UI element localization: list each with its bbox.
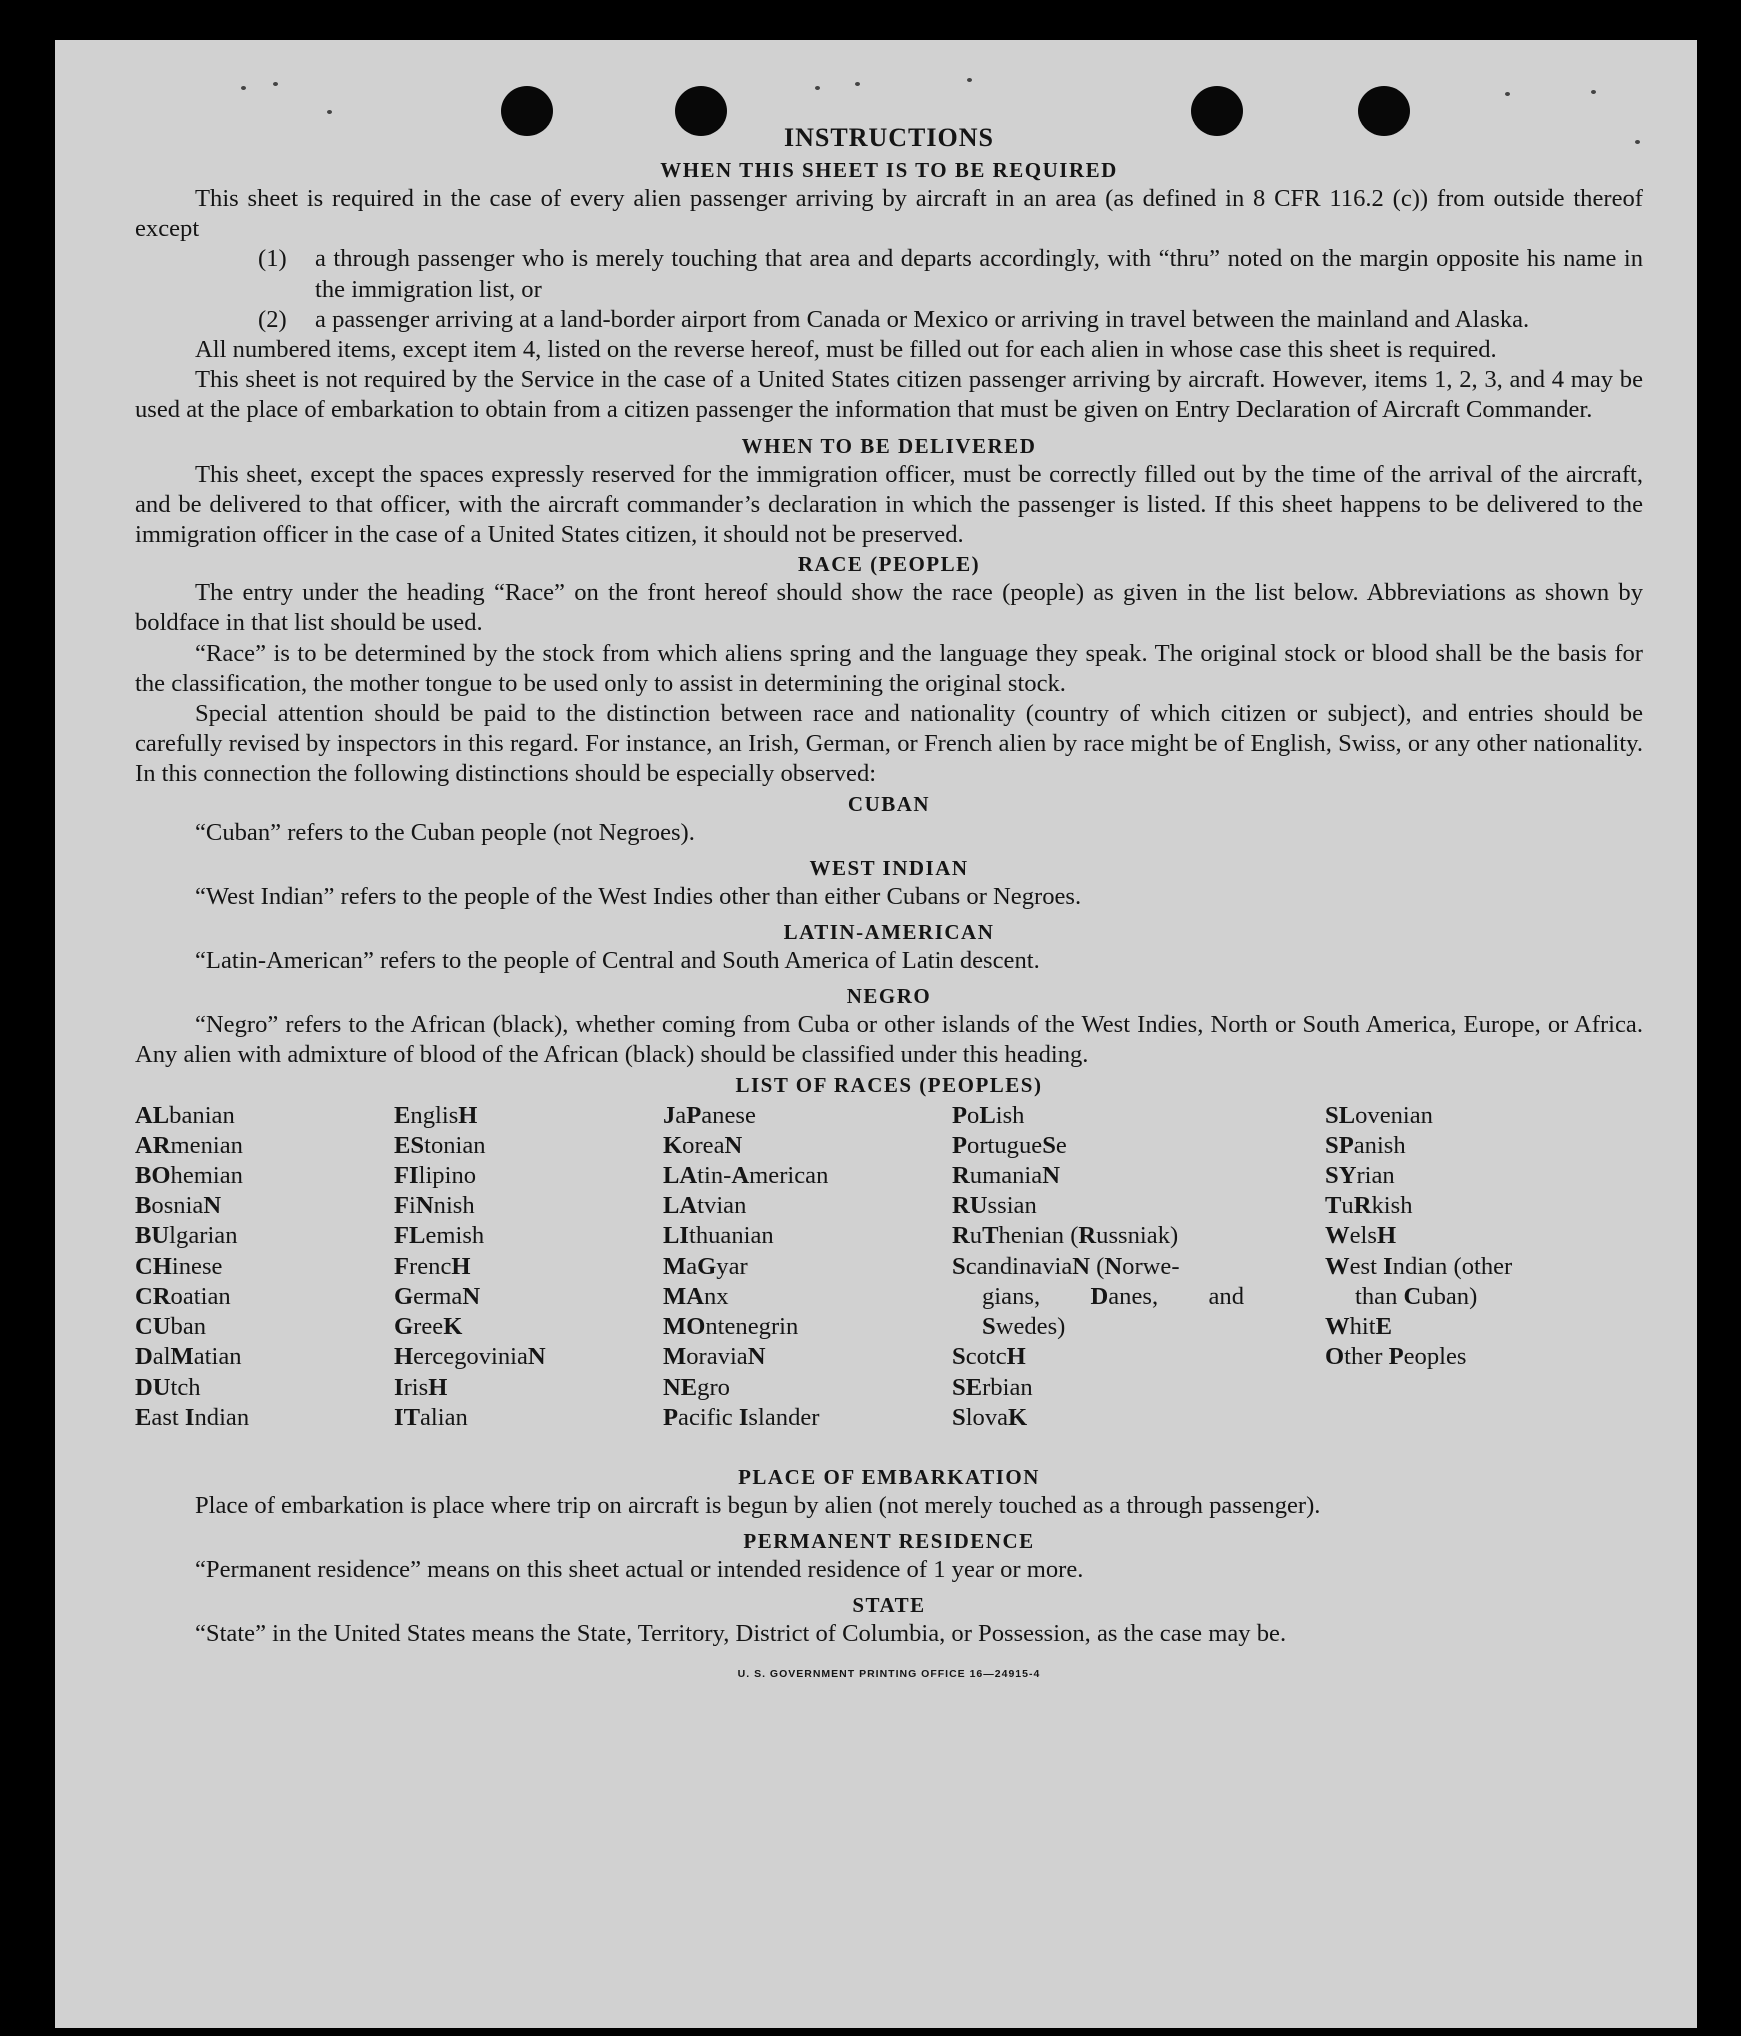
race-item-continued: gians, Danes, and [982, 1282, 1244, 1310]
section-heading: WHEN TO BE DELIVERED [741, 433, 1037, 458]
race-item: EnglisH [394, 1101, 478, 1129]
race-item: PoLish [952, 1101, 1025, 1129]
race-item: RuThenian (Russniak) [952, 1222, 1179, 1250]
paragraph: Place of embarkation is place where trip on aircraft is begun by alien (not merely touched as a through passenger). [195, 1491, 1321, 1519]
numbered-item [135, 305, 1643, 335]
race-column [663, 1101, 923, 1433]
race-item: KoreaN [663, 1131, 743, 1159]
race-item-continued: than Cuban) [1355, 1282, 1478, 1310]
race-item: NEgro [663, 1373, 730, 1401]
speck [1505, 92, 1510, 96]
paragraph: “West Indian” refers to the people of the West Indies other than either Cubans or Negroes. [195, 882, 1082, 910]
speck [273, 82, 278, 86]
race-item: FLemish [394, 1222, 485, 1250]
page-title: INSTRUCTIONS [784, 123, 994, 152]
race-item: PortugueSe [952, 1131, 1067, 1159]
speck [327, 110, 332, 114]
race-column [952, 1101, 1244, 1433]
race-item: ITalian [394, 1403, 468, 1431]
paragraph: The entry under the heading “Race” on the front hereof should show the race (people) as given in the list below. Abbreviations as shown by boldface in that list should be used. [135, 579, 1643, 637]
race-item: MOntenegrin [663, 1313, 799, 1341]
race-item: WhitE [1325, 1313, 1392, 1341]
paragraph: “Permanent residence” means on this sheet actual or intended residence of 1 year or more. [195, 1555, 1084, 1583]
race-item: SYrian [1325, 1162, 1395, 1190]
numbered-item [135, 244, 1643, 304]
race-item: West Indian (other [1325, 1252, 1513, 1280]
section-heading: PERMANENT RESIDENCE [743, 1528, 1035, 1553]
item-number: (2) [258, 305, 287, 333]
race-item: RumaniaN [952, 1162, 1060, 1190]
race-column [135, 1101, 375, 1433]
race-item: MAnx [663, 1282, 729, 1310]
paragraph: “State” in the United States means the State, Territory, District of Columbia, or Possession, as the case may be. [195, 1620, 1287, 1648]
race-item: FIlipino [394, 1162, 477, 1190]
race-item: ALbanian [135, 1101, 235, 1129]
speck [241, 86, 246, 90]
race-item: GreeK [394, 1313, 463, 1341]
race-item: DalMatian [135, 1343, 242, 1371]
section-heading: WEST INDIAN [809, 855, 969, 880]
section-heading: RACE (PEOPLE) [797, 552, 981, 577]
paragraph: All numbered items, except item 4, listed on the reverse hereof, must be filled out for each alien in whose case this sheet is required. [195, 336, 1497, 364]
race-item: ScandinaviaN (Norwe- [952, 1252, 1180, 1280]
section-heading: LATIN-AMERICAN [783, 920, 995, 945]
race-column [1325, 1101, 1585, 1373]
paragraph: This sheet, except the spaces expressly reserved for the immigration officer, must be correctly filled out by the time of the arrival of the aircraft, and be delivered to that officer, with the aircraft commander’s declaration in which the passenger is listed. If this sheet happens to be delivered to the immigration officer in the case of a United States citizen, it should not be preserved. [135, 460, 1643, 549]
race-item: ScotcH [952, 1343, 1026, 1371]
section-heading: STATE [852, 1593, 926, 1618]
race-item: CRoatian [135, 1282, 231, 1310]
item-text: a through passenger who is merely touching that area and departs accordingly, with “thru” noted on the margin opposite his name in the immigration list, or [315, 245, 1643, 303]
item-text: a passenger arriving at a land-border airport from Canada or Mexico or arriving in travel between the mainland and Alaska. [315, 305, 1530, 333]
speck [855, 82, 860, 86]
race-item: JaPanese [663, 1101, 756, 1129]
race-item-continued: Swedes) [982, 1313, 1066, 1341]
race-item: East Indian [135, 1403, 250, 1431]
race-column [394, 1101, 634, 1433]
race-item: SErbian [952, 1373, 1033, 1401]
paragraph: “Latin-American” refers to the people of Central and South America of Latin descent. [195, 947, 1040, 975]
race-item: HercegoviniaN [394, 1343, 546, 1371]
race-item: FiNnish [394, 1192, 475, 1220]
paragraph: “Race” is to be determined by the stock from which aliens spring and the language they speak. The original stock or blood shall be the basis for the classification, the mother tongue to be used only to assist in determining the original stock. [135, 639, 1643, 697]
race-item: GermaN [394, 1282, 481, 1310]
race-item: ARmenian [135, 1131, 243, 1159]
race-item: CUban [135, 1313, 207, 1341]
race-item: MoraviaN [663, 1343, 766, 1371]
section-heading: LIST OF RACES (PEOPLES) [735, 1072, 1043, 1097]
race-item: LAtin-American [663, 1162, 829, 1190]
speck [967, 78, 972, 82]
race-item: Pacific Islander [663, 1403, 820, 1431]
race-list [135, 1101, 1643, 1463]
paragraph: “Cuban” refers to the Cuban people (not Negroes). [195, 818, 695, 846]
paragraph: This sheet is required in the case of every alien passenger arriving by aircraft in an area (as defined in 8 CFR 116.2 (c)) from outside thereof except [135, 185, 1643, 243]
section-heading: WHEN THIS SHEET IS TO BE REQUIRED [660, 158, 1118, 182]
item-number: (1) [258, 245, 287, 273]
race-item: Other Peoples [1325, 1343, 1467, 1371]
section-heading: PLACE OF EMBARKATION [738, 1464, 1040, 1489]
speck [1591, 90, 1596, 94]
race-item: WelsH [1325, 1222, 1397, 1250]
paragraph: “Negro” refers to the African (black), whether coming from Cuba or other islands of the West Indies, North or South America, Europe, or Africa. Any alien with admixture of blood of the African (black) should be classified under this heading. [135, 1011, 1643, 1069]
paragraph: This sheet is not required by the Service in the case of a United States citizen passenger arriving by aircraft. However, items 1, 2, 3, and 4 may be used at the place of embarkation to obtain from a citizen passenger the information that must be given on Entry Declaration of Aircraft Commander. [135, 366, 1643, 424]
race-item: EStonian [394, 1131, 486, 1159]
section-heading: NEGRO [846, 984, 932, 1009]
race-item: MaGyar [663, 1252, 748, 1280]
race-item: LAtvian [663, 1192, 747, 1220]
paragraph: Special attention should be paid to the distinction between race and nationality (country of which citizen or subject), and entries should be carefully revised by inspectors in this regard. For instance, an Irish, German, or French alien by race might be of English, Swiss, or any other nationality. In this connection the following distinctions should be especially observed: [135, 700, 1643, 788]
race-item: CHinese [135, 1252, 223, 1280]
race-item: LIthuanian [663, 1222, 774, 1250]
race-item: SLovenian [1325, 1101, 1433, 1129]
race-item: BUlgarian [135, 1222, 238, 1250]
printer-imprint: U. S. GOVERNMENT PRINTING OFFICE 16—24915-4 [737, 1668, 1041, 1681]
race-item: FrencH [394, 1252, 471, 1280]
race-item: BosniaN [135, 1192, 222, 1220]
race-item: RUssian [952, 1192, 1037, 1220]
document-sheet [55, 40, 1697, 2028]
race-item: TuRkish [1325, 1192, 1413, 1220]
speck [815, 86, 820, 90]
race-item: IrisH [394, 1373, 448, 1401]
race-item: SlovaK [952, 1403, 1028, 1431]
race-item: SPanish [1325, 1131, 1406, 1159]
section-heading: CUBAN [847, 791, 931, 816]
race-item: DUtch [135, 1373, 201, 1401]
race-item: BOhemian [135, 1162, 243, 1190]
instructions-content [135, 122, 1643, 1689]
